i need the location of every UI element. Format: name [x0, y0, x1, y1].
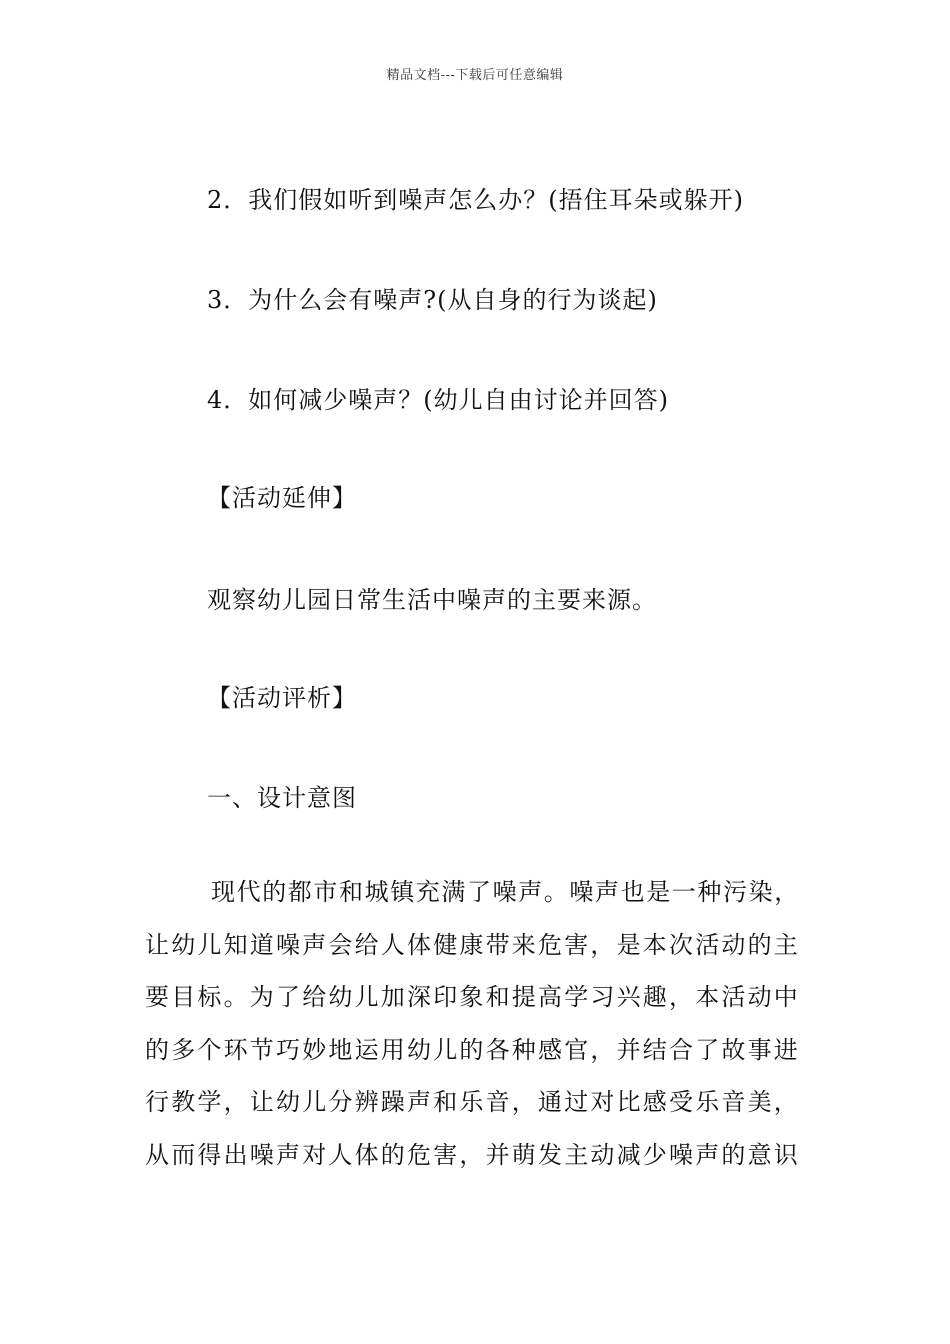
page-header: 精品文档---下载后可任意编辑	[386, 68, 564, 83]
paragraph-line: 行教学，让幼儿分辨躁声和乐音，通过对比感受乐音美，	[145, 1088, 800, 1116]
section-heading-evaluation: 【活动评析】	[207, 684, 357, 712]
section-heading-extension: 【活动延伸】	[207, 484, 357, 512]
paragraph-line: 的多个环节巧妙地运用幼儿的各种感官，并结合了故事进	[145, 1035, 800, 1064]
paragraph-line: 要目标。为了给幼儿加深印象和提高学习兴趣，本活动中	[145, 983, 800, 1011]
paragraph-line: 从而得出噪声对人体的危害，并萌发主动减少噪声的意识	[145, 1140, 800, 1169]
question-3: 3．为什么会有噪声?(从自身的行为谈起)	[207, 286, 658, 314]
question-2: 2．我们假如听到噪声怎么办？(捂住耳朵或躲开)	[207, 186, 744, 214]
subheading-design-intent: 一、设计意图	[207, 784, 357, 812]
paragraph-line: 现代的都市和城镇充满了噪声。噪声也是一种污染，	[211, 878, 800, 906]
design-intent-paragraph	[145, 876, 810, 1191]
extension-text: 观察幼儿园日常生活中噪声的主要来源。	[207, 586, 657, 614]
question-4: 4．如何减少噪声？(幼儿自由讨论并回答)	[207, 386, 669, 414]
paragraph-line: 让幼儿知道噪声会给人体健康带来危害，是本次活动的主	[145, 930, 800, 959]
